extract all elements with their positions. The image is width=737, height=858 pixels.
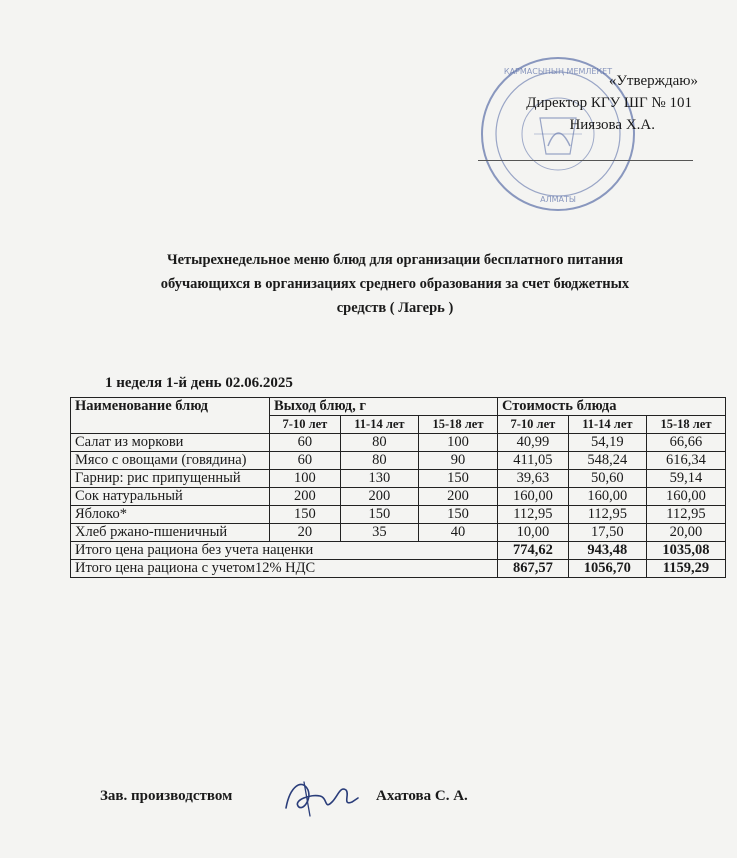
output-value: 35 (340, 524, 418, 542)
week-day-label: 1 неделя 1-й день 02.06.2025 (105, 375, 293, 391)
output-value: 200 (340, 488, 418, 506)
cost-value: 112,95 (646, 506, 725, 524)
table-row (71, 506, 726, 524)
approval-heading: «Утверждаю» (608, 73, 698, 89)
age-group-header: 7-10 лет (497, 416, 568, 434)
footer-person: Ахатова С. А. (376, 788, 468, 804)
cost-value: 40,99 (497, 434, 568, 452)
cost-value: 54,19 (568, 434, 646, 452)
output-value: 200 (418, 488, 497, 506)
output-value: 90 (418, 452, 497, 470)
cost-value: 112,95 (568, 506, 646, 524)
output-value: 150 (270, 506, 341, 524)
header-dish-name: Наименование блюд (71, 398, 270, 434)
cost-value: 17,50 (568, 524, 646, 542)
cost-value: 112,95 (497, 506, 568, 524)
total-row (71, 560, 726, 578)
signature-line (478, 160, 693, 161)
output-value: 150 (418, 506, 497, 524)
total-row (71, 542, 726, 560)
age-group-header: 15-18 лет (646, 416, 725, 434)
cost-value: 160,00 (568, 488, 646, 506)
total-value: 943,48 (568, 542, 646, 560)
total-label: Итого цена рациона без учета наценки (71, 542, 498, 560)
output-value: 60 (270, 434, 341, 452)
cost-value: 160,00 (646, 488, 725, 506)
table-row (71, 524, 726, 542)
table-header-row (71, 398, 726, 416)
footer-role: Зав. производством (100, 788, 233, 804)
total-value: 1035,08 (646, 542, 725, 560)
age-group-header: 11-14 лет (568, 416, 646, 434)
dish-name: Мясо с овощами (говядина) (71, 452, 270, 470)
table-row (71, 470, 726, 488)
total-value: 1159,29 (646, 560, 725, 578)
document-title (90, 248, 700, 320)
output-value: 60 (270, 452, 341, 470)
output-value: 150 (418, 470, 497, 488)
age-group-header: 11-14 лет (340, 416, 418, 434)
cost-value: 39,63 (497, 470, 568, 488)
handwritten-signature (280, 772, 362, 822)
cost-value: 59,14 (646, 470, 725, 488)
total-value: 774,62 (497, 542, 568, 560)
title-line-1: Четырехнедельное меню блюд для организации бесплатного питания (166, 252, 624, 268)
cost-value: 160,00 (497, 488, 568, 506)
title-line-3: средств ( Лагерь ) (336, 300, 454, 316)
cost-value: 616,34 (646, 452, 725, 470)
age-group-header: 15-18 лет (418, 416, 497, 434)
cost-value: 20,00 (646, 524, 725, 542)
table-row (71, 488, 726, 506)
table-row (71, 452, 726, 470)
output-value: 150 (340, 506, 418, 524)
cost-value: 548,24 (568, 452, 646, 470)
output-value: 200 (270, 488, 341, 506)
table-row (71, 434, 726, 452)
approval-name: Ниязова Х.А. (569, 117, 655, 133)
header-cost: Стоимость блюда (497, 398, 725, 416)
output-value: 100 (270, 470, 341, 488)
total-value: 1056,70 (568, 560, 646, 578)
dish-name: Салат из моркови (71, 434, 270, 452)
output-value: 80 (340, 452, 418, 470)
dish-name: Сок натуральный (71, 488, 270, 506)
output-value: 80 (340, 434, 418, 452)
cost-value: 411,05 (497, 452, 568, 470)
output-value: 40 (418, 524, 497, 542)
dish-name: Хлеб ржано-пшеничный (71, 524, 270, 542)
approval-block (470, 70, 700, 136)
output-value: 130 (340, 470, 418, 488)
title-line-2: обучающихся в организациях среднего образования за счет бюджетных (160, 276, 630, 292)
cost-value: 10,00 (497, 524, 568, 542)
output-value: 100 (418, 434, 497, 452)
svg-text:ҚАРМАСЫНЫҢ МЕМЛЕКЕТ: ҚАРМАСЫНЫҢ МЕМЛЕКЕТ (503, 67, 613, 76)
dish-name: Яблоко* (71, 506, 270, 524)
menu-table (70, 397, 726, 578)
total-label: Итого цена рациона с учетом12% НДС (71, 560, 498, 578)
total-value: 867,57 (497, 560, 568, 578)
dish-name: Гарнир: рис припущенный (71, 470, 270, 488)
output-value: 20 (270, 524, 341, 542)
cost-value: 66,66 (646, 434, 725, 452)
svg-text:АЛМАТЫ: АЛМАТЫ (540, 195, 576, 204)
approval-position: Директор КГУ ШГ № 101 (526, 95, 692, 111)
header-output: Выход блюд, г (270, 398, 498, 416)
age-group-header: 7-10 лет (270, 416, 341, 434)
cost-value: 50,60 (568, 470, 646, 488)
